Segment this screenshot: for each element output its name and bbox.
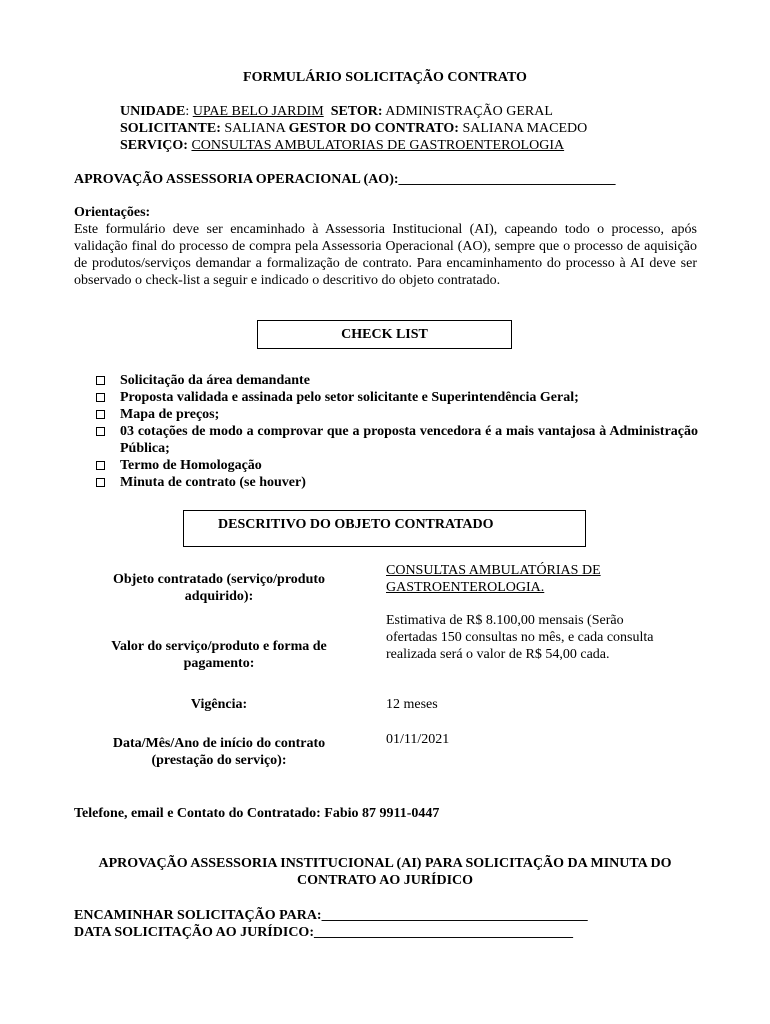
data-solicitacao-line: DATA SOLICITAÇÃO AO JURÍDICO:_____________________________________ bbox=[74, 925, 573, 940]
solicitante-value: SALIANA bbox=[224, 121, 286, 136]
checklist-item: Solicitação da área demandante bbox=[96, 372, 698, 389]
contato-line: Telefone, email e Contato do Contratado: Fabio 87 9911-0447 bbox=[74, 806, 440, 821]
objeto-value: CONSULTAS AMBULATÓRIAS DE GASTROENTEROLOGIA. bbox=[386, 563, 601, 595]
checklist-title: CHECK LIST bbox=[341, 327, 428, 342]
aprovacao-ao-line: APROVAÇÃO ASSESSORIA OPERACIONAL (AO):_______________________________ bbox=[74, 172, 616, 187]
aprovacao-ai-heading: APROVAÇÃO ASSESSORIA INSTITUCIONAL (AI) PARA SOLICITAÇÃO DA MINUTA DO CONTRATO AO JURÍDICO bbox=[98, 856, 672, 888]
header-line-servico bbox=[120, 137, 720, 154]
valor-label: Valor do serviço/produto e forma de pagamento: bbox=[111, 639, 327, 671]
checkbox-icon[interactable] bbox=[96, 478, 105, 487]
gestor-value: SALIANA MACEDO bbox=[462, 121, 588, 136]
header-line-unidade: UNIDADE: UPAE BELO JARDIM SETOR: ADMINISTRAÇÃO GERAL bbox=[120, 104, 553, 119]
vigencia-value: 12 meses bbox=[386, 697, 438, 712]
checklist-item: 03 cotações de modo a comprovar que a proposta vencedora é a mais vantajosa à Administração Pública; bbox=[96, 423, 698, 457]
setor-label: SETOR: bbox=[330, 104, 383, 119]
form-title: FORMULÁRIO SOLICITAÇÃO CONTRATO bbox=[243, 70, 527, 85]
servico-value: CONSULTAS AMBULATORIAS DE GASTROENTEROLOGIA bbox=[191, 138, 565, 153]
checklist-item: Minuta de contrato (se houver) bbox=[96, 474, 698, 491]
checkbox-icon[interactable] bbox=[96, 461, 105, 470]
checklist bbox=[96, 372, 698, 491]
descritivo-title-box bbox=[183, 510, 586, 547]
unidade-value: UPAE BELO JARDIM bbox=[192, 104, 324, 119]
checklist-item: Proposta validada e assinada pelo setor solicitante e Superintendência Geral; bbox=[96, 389, 698, 406]
checkbox-icon[interactable] bbox=[96, 393, 105, 402]
checkbox-icon[interactable] bbox=[96, 427, 105, 436]
solicitante-label: SOLICITANTE: bbox=[120, 121, 221, 136]
descritivo-title: DESCRITIVO DO OBJETO CONTRATADO bbox=[218, 517, 494, 532]
unidade-label: UNIDADE bbox=[120, 104, 186, 119]
checklist-title-box bbox=[257, 320, 512, 349]
checklist-item: Mapa de preços; bbox=[96, 406, 698, 423]
objeto-label: Objeto contratado (serviço/produto adquirido): bbox=[112, 572, 326, 604]
encaminhar-line: ENCAMINHAR SOLICITAÇÃO PARA:______________________________________ bbox=[74, 908, 588, 923]
checkbox-icon[interactable] bbox=[96, 410, 105, 419]
servico-label: SERVIÇO: bbox=[120, 138, 188, 153]
checklist-item: Termo de Homologação bbox=[96, 457, 698, 474]
data-inicio-label: Data/Mês/Ano de início do contrato (prestação do serviço): bbox=[112, 736, 326, 768]
gestor-label: GESTOR DO CONTRATO: bbox=[288, 121, 459, 136]
header-line-solicitante bbox=[120, 120, 720, 137]
orientacoes-heading: Orientações: bbox=[74, 205, 151, 220]
valor-value: Estimativa de R$ 8.100,00 mensais (Serão ofertadas 150 consultas no mês, e cada consulta realizada será o valor de R$ 54,00 cada. bbox=[386, 613, 654, 662]
data-inicio-value: 01/11/2021 bbox=[386, 732, 450, 747]
setor-value: ADMINISTRAÇÃO GERAL bbox=[385, 104, 553, 119]
checkbox-icon[interactable] bbox=[96, 376, 105, 385]
vigencia-label: Vigência: bbox=[190, 697, 248, 712]
orientacoes-text: Este formulário deve ser encaminhado à Assessoria Institucional (AI), capeando todo o processo, após validação final do processo de compra pela Assessoria Operacional (AO), sempre que o processo de aquisição de produtos/serviços demandar a formalização de contrato. Para encaminhamento do processo à AI deve ser observado o check-list a seguir e indicado o descritivo do objeto contratado. bbox=[74, 222, 697, 288]
